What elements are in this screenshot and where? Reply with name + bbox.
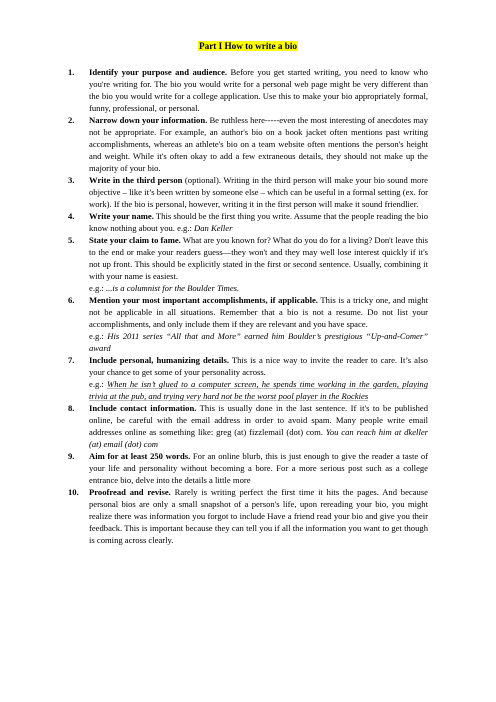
item-number: 5. [68,235,75,245]
item-text: This is usually done in the last sentence. If it's to be published online, be careful with the email address in order to avoid spam. Many people write email addresses online as something like: greg (at) fizzlemail (dot) com. [89,403,428,437]
list-item [68,174,428,210]
item-heading: State your claim to fame. [89,235,181,245]
list-item [68,354,428,402]
item-number: 7. [68,355,75,365]
example-prefix: e.g.: [89,331,108,341]
item-heading: Mention your most important accomplishments, if applicable. [89,295,318,305]
item-text: Rarely is writing perfect the first time it hits the pages. And because personal bios are only a small snapshot of a person's life, upon rereading your bio, you might realize there was information you forgot to include Have a friend read your bio and give you their feedback. This is important because they can tell you if all the information you want to get though is coming across clearly. [89,487,428,545]
list-item [68,210,428,234]
item-number: 9. [68,451,75,461]
item-example: Dan Keller [194,223,233,233]
list-item [68,486,428,546]
list-item [68,450,428,486]
list-item [68,294,428,354]
item-number: 3. [68,175,75,185]
list-item [68,114,428,174]
item-text: This is a nice way to invite the reader to care. It’s also your chance to get some of your personality across. [89,355,428,377]
title-highlight: Part I How to write a bio [199,41,297,51]
item-number: 10. [68,487,79,497]
item-text: This is a tricky one, and might not be applicable in all situations. Remember that a bio is not a resume. Do not list your accomplishments, and only include them if they are relevant and you have space. [89,295,428,329]
item-heading: Include personal, humanizing details. [89,355,229,365]
tips-list [68,66,428,546]
item-text: What are you known for? What do you do for a living? Don't leave this to the end or make your readers guess—they won't and they may well lose interest quickly if it's not up front. This should be explicitly stated in the first or second sentence. Usually, combining it with your name is easiest. [89,235,428,281]
item-heading: Narrow down your information. [89,115,208,125]
item-example: You can reach him at dkeller (at) email (dot) com [89,427,428,449]
list-item [68,66,428,114]
example-prefix: e.g.: [89,379,108,389]
list-item [68,234,428,294]
item-example: His 2011 series “All that and More” earned him Boulder’s prestigious “Up-and-Comer” award [89,331,428,353]
item-number: 4. [68,211,75,221]
example-line [89,282,428,294]
item-heading: Include contact information. [89,403,197,413]
item-heading: Write in the third person [89,175,183,185]
item-text: Before you get started writing, you need to know who you're writing for. The bio you would write for a personal web page might be very different than the bio you would write for a college application. Use this to make your bio appropriately formal, funny, professional, or personal. [89,67,428,113]
item-heading: Write your name. [89,211,154,221]
example-line [89,330,428,354]
item-heading: Identify your purpose and audience. [89,67,228,77]
example-line [89,378,428,402]
item-text: (optional). Writing in the third person will make your bio sound more objective – like it’s been written by someone else – which can be useful in a formal setting (ex. for work). If the bio is personal, however, writing it in the first person will make it sound friendlier. [89,175,428,209]
item-text: Be ruthless here-----even the most interesting of anecdotes may not be appropriate. For example, an author's bio on a book jacket often mentions past writing accomplishments, whereas an athlete's bio on a team website often mentions the person's height and weight. While it's often okay to add a few extraneous details, they should not make up the majority of your bio. [89,115,428,173]
list-item [68,402,428,450]
item-number: 6. [68,295,75,305]
page-title [0,40,496,52]
item-example: When he isn’t glued to a computer screen, he spends time working in the garden, playing trivia at the pub, and trying very hard not be the worst pool player in the Rockies [89,379,429,401]
item-example: ...is a columnist for the Boulder Times. [105,283,240,293]
item-number: 1. [68,67,75,77]
item-text: For an online blurb, this is just enough to give the reader a taste of your life and personality without becoming a bore. For a more serious post such as a college entrance bio, delve into the details a little more [89,451,429,485]
item-number: 8. [68,403,75,413]
item-text: This should be the first thing you write. Assume that the people reading the bio know nothing about you. e.g.: [89,211,429,233]
item-number: 2. [68,115,75,125]
item-heading: Proofread and revise. [89,487,171,497]
example-prefix: e.g.: [89,283,106,293]
item-heading: Aim for at least 250 words. [89,451,191,461]
